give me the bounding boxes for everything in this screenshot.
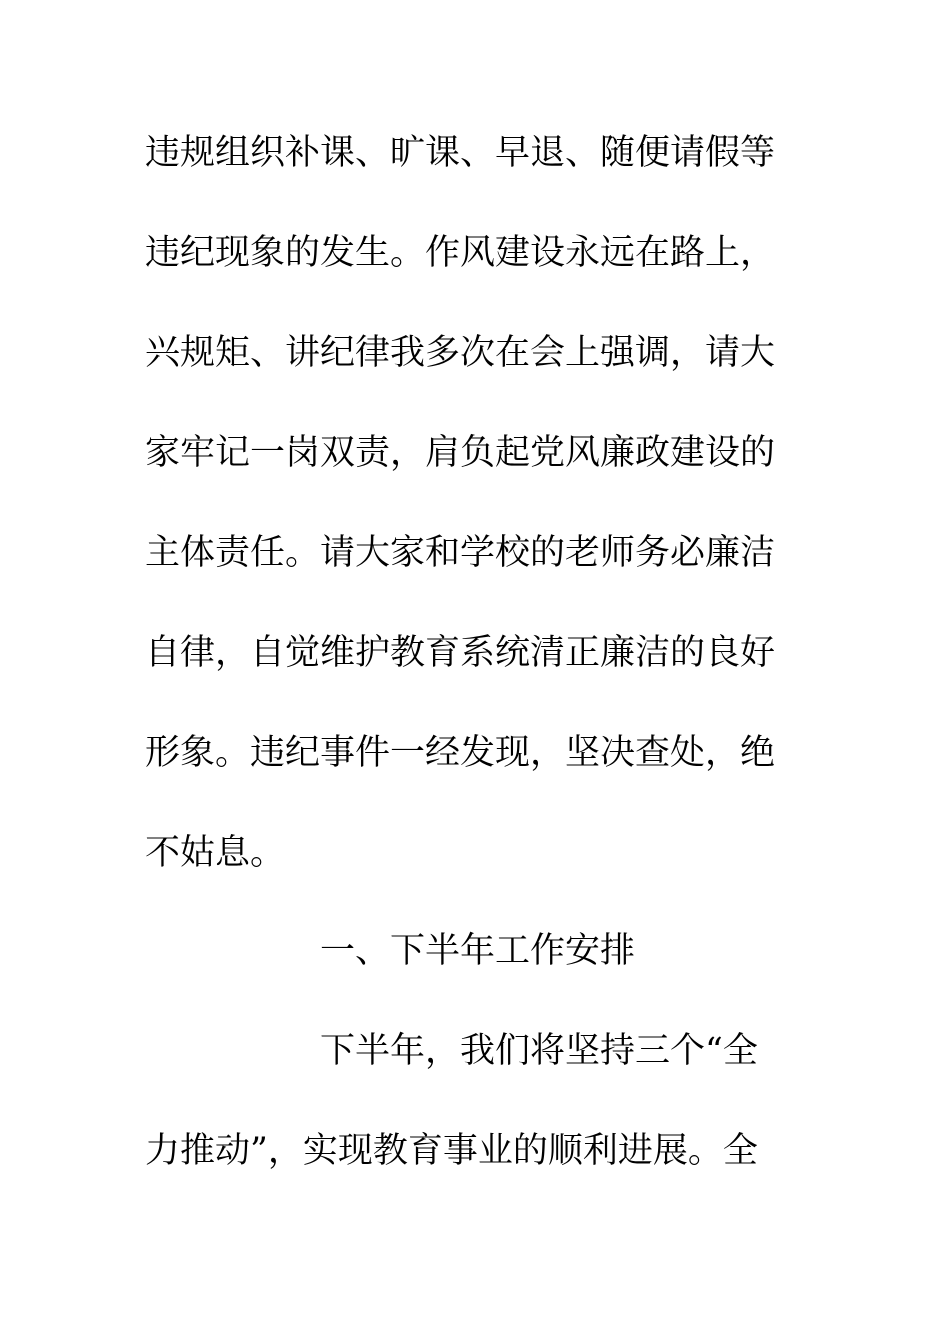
paragraph2-line-1: 下半年，我们将坚持三个“全 bbox=[320, 1031, 758, 1071]
text-line-7: 形象。违纪事件一经发现，坚决查处，绝 bbox=[145, 733, 776, 773]
text-line-2: 违纪现象的发生。作风建设永远在路上， bbox=[145, 233, 776, 273]
text-line-1: 违规组织补课、旷课、早退、随便请假等 bbox=[145, 133, 776, 173]
text-line-5: 主体责任。请大家和学校的老师务必廉洁 bbox=[145, 533, 776, 573]
text-line-6: 自律，自觉维护教育系统清正廉洁的良好 bbox=[145, 633, 776, 673]
text-line-3: 兴规矩、讲纪律我多次在会上强调，请大 bbox=[145, 333, 776, 373]
section-heading: 一、下半年工作安排 bbox=[320, 931, 636, 971]
paragraph2-line-2: 力推动”，实现教育事业的顺利进展。全 bbox=[145, 1131, 758, 1171]
text-line-4: 家牢记一岗双责，肩负起党风廉政建设的 bbox=[145, 433, 776, 473]
text-line-8: 不姑息。 bbox=[145, 833, 286, 873]
